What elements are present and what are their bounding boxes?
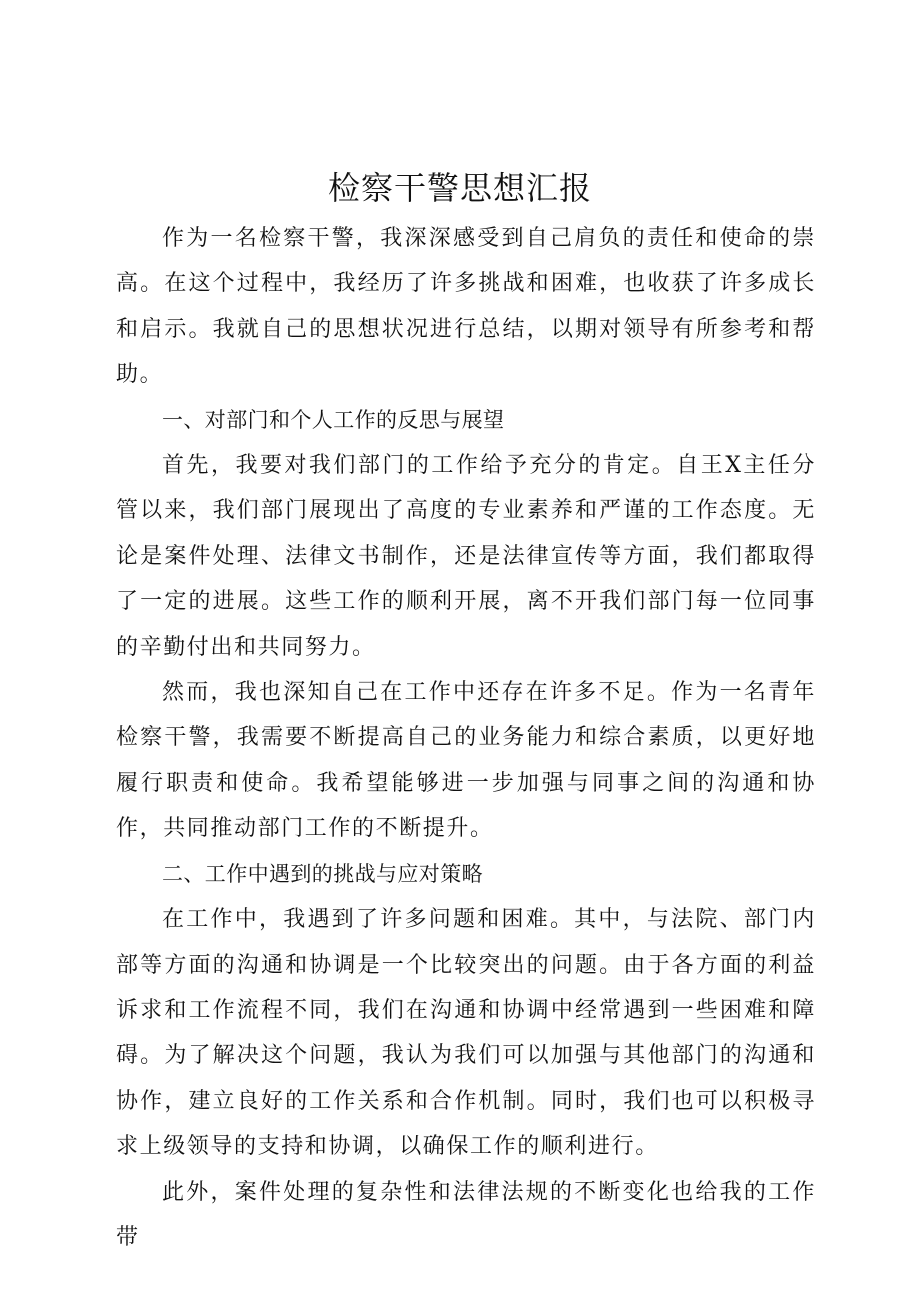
- paragraph-intro: 作为一名检察干警，我深深感受到自己肩负的责任和使命的崇高。在这个过程中，我经历了许多挑战和困难，也收获了许多成长和启示。我就自己的思想状况进行总结，以期对领导有所参考和帮助。: [116, 226, 816, 388]
- document-title: 检察干警思想汇报: [327, 169, 592, 207]
- document-body: [116, 216, 816, 1260]
- paragraph-continuation: 此外，案件处理的复杂性和法律法规的不断变化也给我的工作带: [116, 1179, 816, 1250]
- paragraph-challenges: 在工作中，我遇到了许多问题和困难。其中，与法院、部门内部等方面的沟通和协调是一个比较突出的问题。由于各方面的利益诉求和工作流程不同，我们在沟通和协调中经常遇到一些困难和障碍。为了解决这个问题，我认为我们可以加强与其他部门的沟通和协作，建立良好的工作关系和合作机制。同时，我们也可以积极寻求上级领导的支持和协调，以确保工作的顺利进行。: [116, 907, 816, 1160]
- section-heading-2: 二、工作中遇到的挑战与应对策略: [162, 861, 483, 886]
- paragraph-self-reflection: 然而，我也深知自己在工作中还存在许多不足。作为一名青年检察干警，我需要不断提高自己的业务能力和综合素质，以更好地履行职责和使命。我希望能够进一步加强与同事之间的沟通和协作，共同推动部门工作的不断提升。: [116, 680, 816, 842]
- section-heading-1: 一、对部门和个人工作的反思与展望: [162, 407, 505, 432]
- paragraph-department-affirmation: 首先，我要对我们部门的工作给予充分的肯定。自王X主任分管以来，我们部门展现出了高度的专业素养和严谨的工作态度。无论是案件处理、法律文书制作，还是法律宣传等方面，我们都取得了一定的进展。这些工作的顺利开展，离不开我们部门每一位同事的辛勤付出和共同努力。: [116, 453, 816, 660]
